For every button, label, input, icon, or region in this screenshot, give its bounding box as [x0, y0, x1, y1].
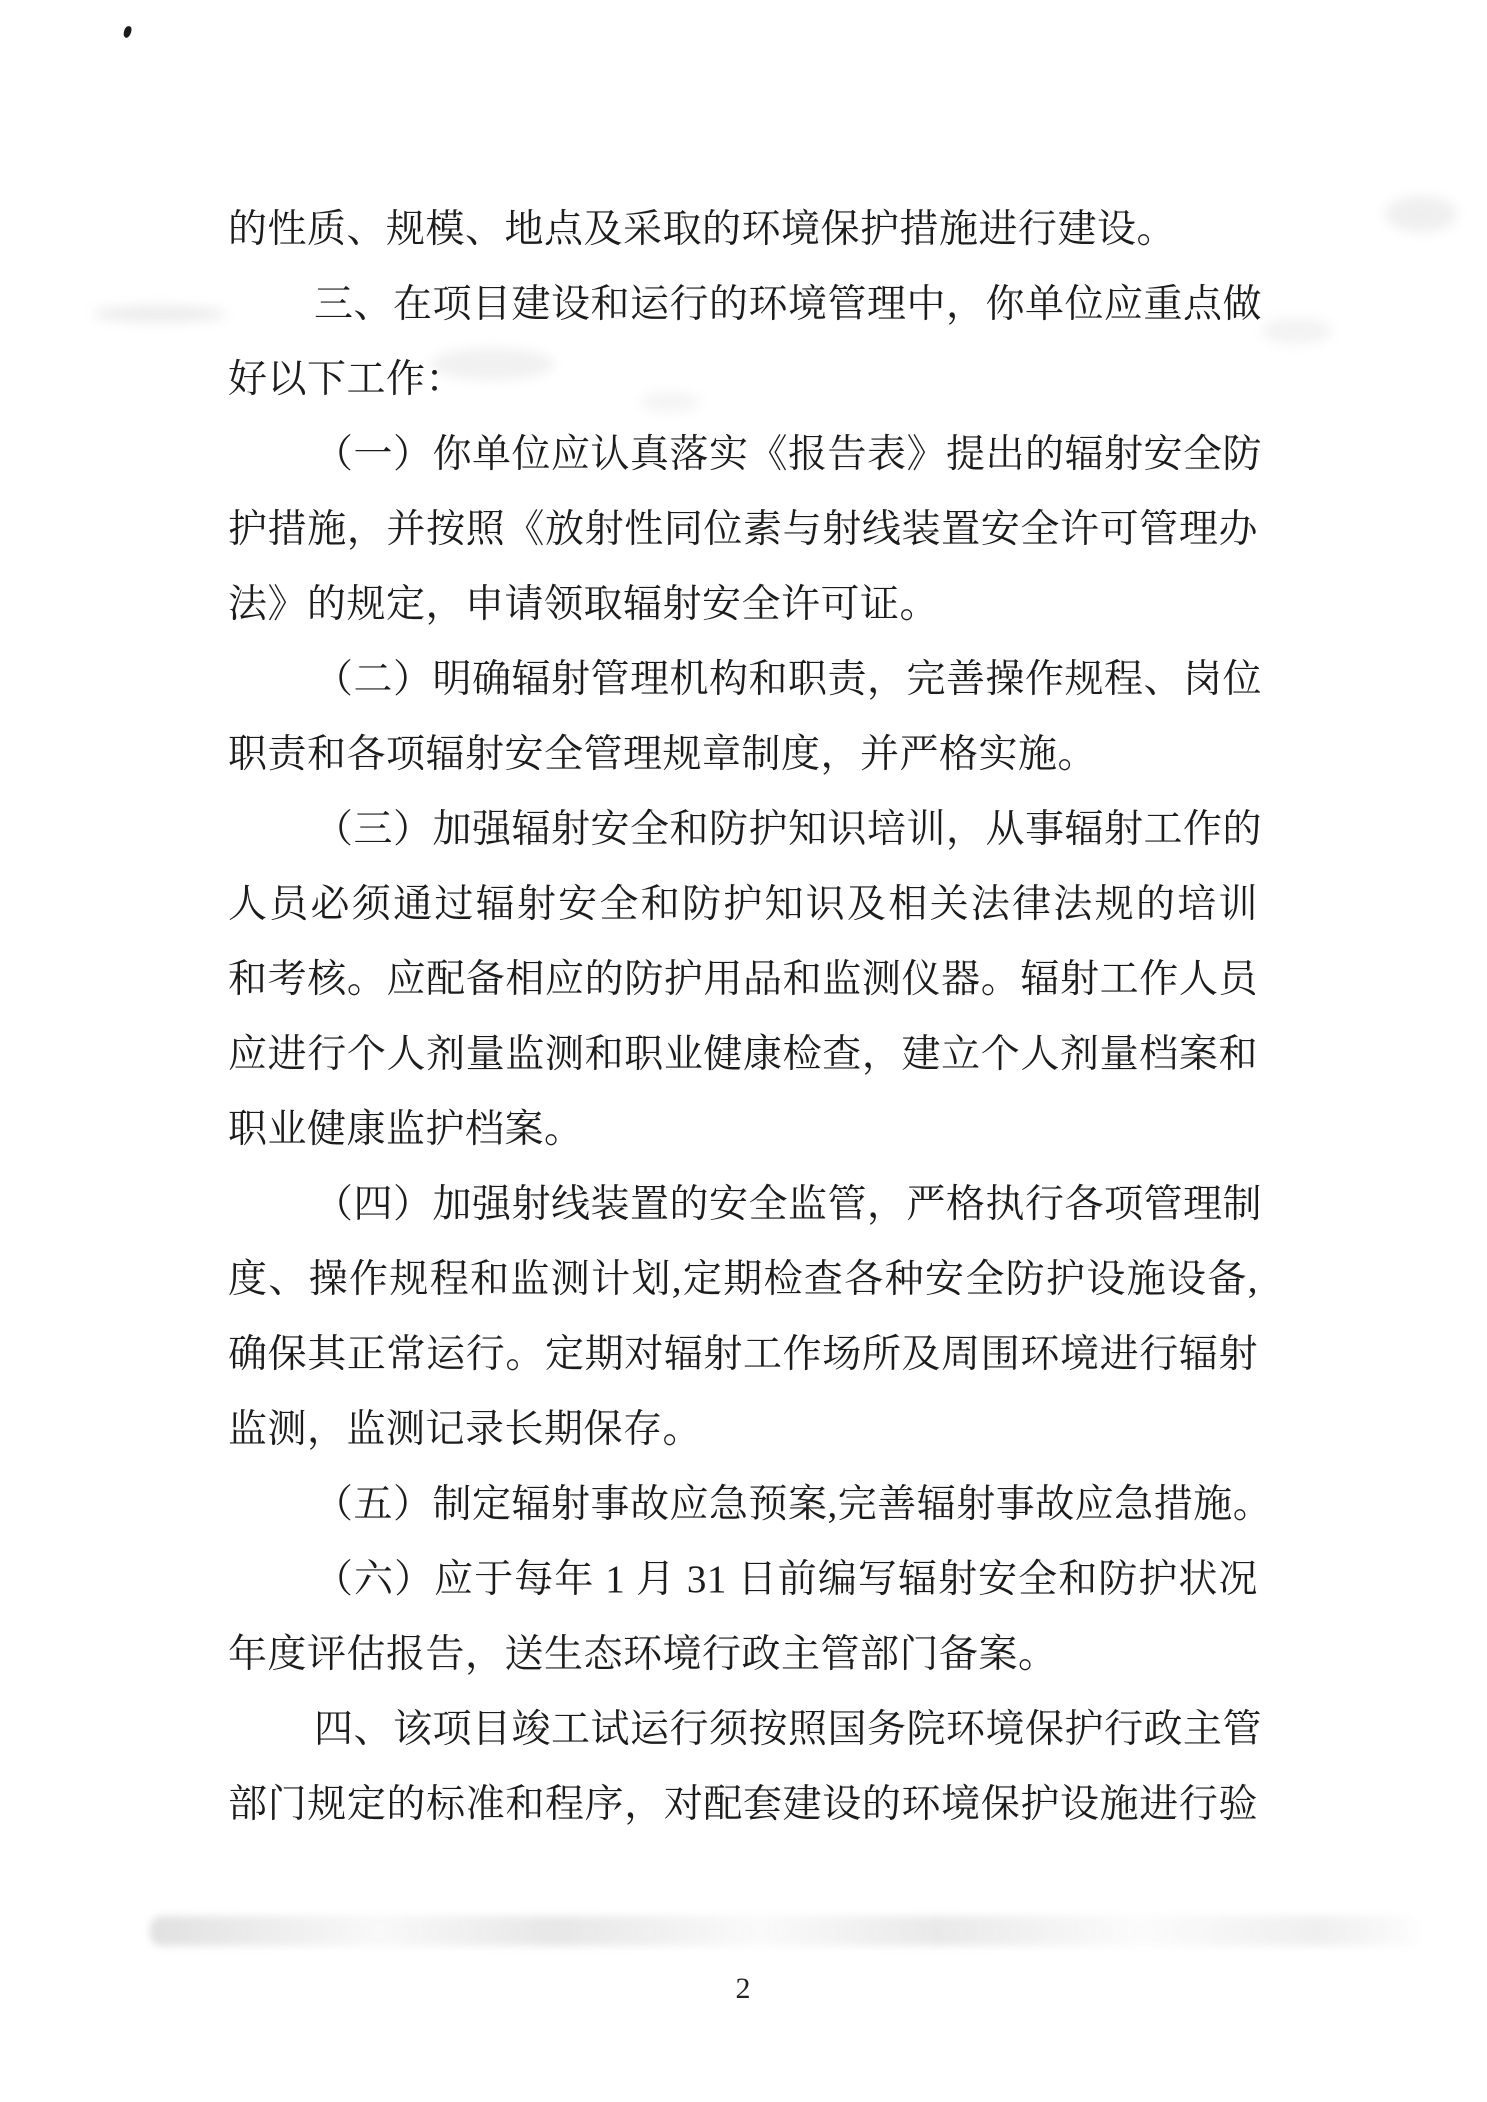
text-line: （一）你单位应认真落实《报告表》提出的辐射安全防 — [314, 433, 1263, 476]
document-body — [228, 192, 1273, 1842]
text-line: （四）加强射线装置的安全监管，严格执行各项管理制 — [314, 1183, 1263, 1226]
text-line: 度、操作规程和监测计划,定期检查各种安全防护设施设备, — [228, 1258, 1258, 1301]
text-line: 年度评估报告，送生态环境行政主管部门备案。 — [228, 1633, 1058, 1676]
scan-artifact — [1262, 318, 1332, 344]
text-line: 三、在项目建设和运行的环境管理中，你单位应重点做 — [314, 283, 1263, 326]
text-line: 应进行个人剂量监测和职业健康检查，建立个人剂量档案和 — [228, 1033, 1258, 1076]
text-line: 好以下工作： — [228, 358, 466, 401]
scan-speck — [123, 25, 133, 38]
text-line: 部门规定的标准和程序，对配套建设的环境保护设施进行验 — [228, 1783, 1258, 1826]
text-line: 的性质、规模、地点及采取的环境保护措施进行建设。 — [228, 208, 1177, 251]
text-line: 监测，监测记录长期保存。 — [228, 1408, 703, 1451]
text-line: 护措施，并按照《放射性同位素与射线装置安全许可管理办 — [228, 508, 1258, 551]
text-line: 四、该项目竣工试运行须按照国务院环境保护行政主管 — [314, 1708, 1263, 1751]
text-line: 职业健康监护档案。 — [228, 1108, 584, 1151]
text-line: （六）应于每年 1 月 31 日前编写辐射安全和防护状况 — [314, 1558, 1258, 1601]
text-line: 和考核。应配备相应的防护用品和监测仪器。辐射工作人员 — [228, 958, 1258, 1001]
text-line: （三）加强辐射安全和防护知识培训，从事辐射工作的 — [314, 808, 1263, 851]
text-line: 确保其正常运行。定期对辐射工作场所及周围环境进行辐射 — [228, 1333, 1258, 1376]
text-line: （五）制定辐射事故应急预案,完善辐射事故应急措施。 — [314, 1483, 1273, 1526]
page-number: 2 — [735, 1972, 751, 2005]
scan-smudge-band — [150, 1916, 1420, 1946]
scan-artifact — [1385, 196, 1457, 232]
text-line: 法》的规定，申请领取辐射安全许可证。 — [228, 583, 940, 626]
text-line: 人员必须通过辐射安全和防护知识及相关法律法规的培训 — [228, 883, 1258, 926]
scan-artifact — [92, 306, 227, 322]
text-line: （二）明确辐射管理机构和职责，完善操作规程、岗位 — [314, 658, 1263, 701]
text-line: 职责和各项辐射安全管理规章制度，并严格实施。 — [228, 733, 1098, 776]
